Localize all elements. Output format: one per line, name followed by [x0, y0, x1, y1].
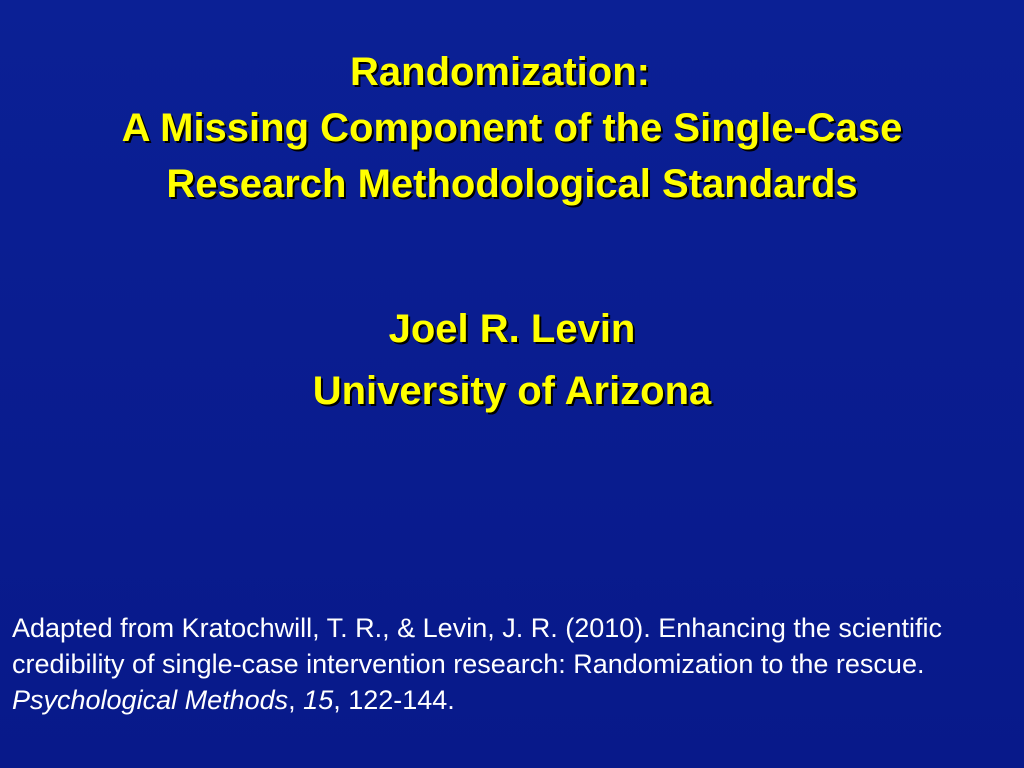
citation-text: Adapted from Kratochwill, T. R., & Levin, J. R. (2010). Enhancing the scientific credibility of single-case intervention research: Randomization to the rescue.: [12, 613, 942, 679]
citation: [12, 610, 1002, 718]
title-line-2: A Missing Component of the Single-Case: [121, 106, 903, 150]
citation-pages: , 122-144.: [333, 685, 455, 715]
author-block: [0, 298, 1024, 422]
author-affiliation: University of Arizona: [312, 369, 712, 413]
citation-volume: 15: [303, 685, 334, 715]
title-line-3: Research Methodological Standards: [166, 162, 858, 206]
slide-title: [0, 44, 1024, 212]
title-line-1: Randomization:: [350, 50, 650, 94]
author-name: Joel R. Levin: [388, 307, 636, 351]
citation-journal: Psychological Methods: [12, 685, 289, 715]
citation-separator: ,: [288, 685, 304, 715]
